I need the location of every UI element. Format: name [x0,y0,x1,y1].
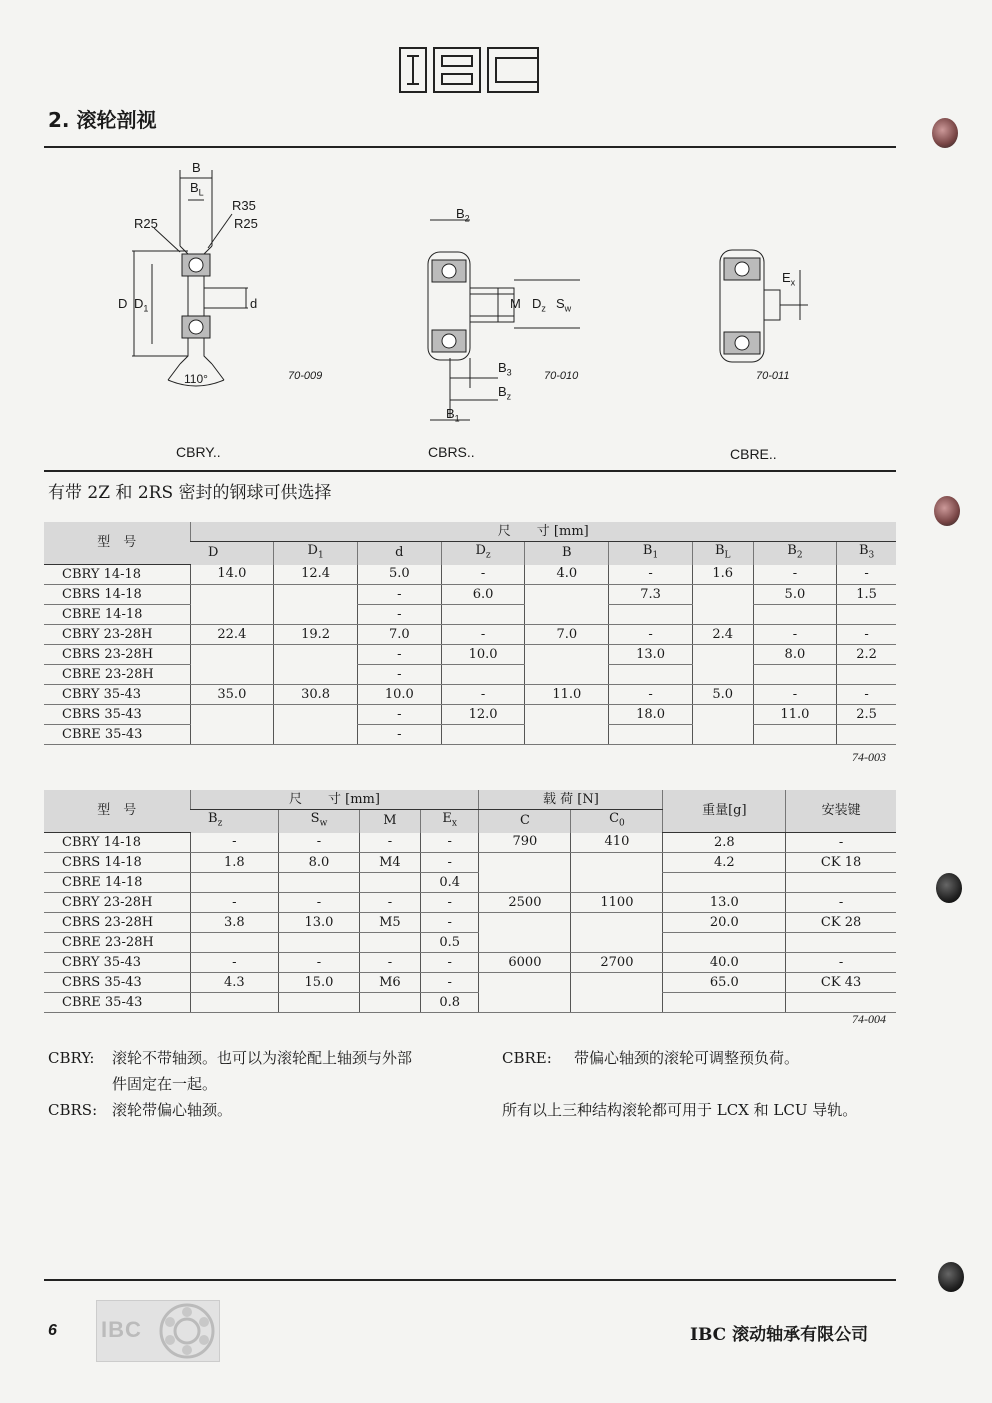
punch-hole [934,496,960,526]
table-row [44,833,896,853]
table-cell: - [190,893,279,913]
column-header-d: d [357,542,441,565]
table-row [44,565,896,585]
table-cell: 790 [479,833,571,853]
table-cell: 11.0 [753,705,837,725]
table-cell: - [837,625,896,645]
table-row [44,993,896,1013]
table-cell [663,873,786,893]
table-cell: M5 [359,913,420,933]
table-cell [190,705,274,725]
table-cell: 30.8 [274,685,358,705]
table-cell: 1.8 [190,853,279,873]
table-cell [692,705,753,725]
table-cell [571,913,663,933]
table-cell [190,993,279,1013]
table-cell: 11.0 [525,685,609,705]
label-r25-right: R25 [234,216,258,231]
table-cell: 12.4 [274,565,358,585]
cbry-drawing [108,156,348,396]
table-cell: M4 [359,853,420,873]
figure-code: 70-010 [544,370,579,382]
table-cell: 13.0 [609,645,693,665]
table-cell: 22.4 [190,625,274,645]
column-header-c: C [479,810,571,833]
table-cell: 7.3 [609,585,693,605]
note-cbrs-text: 滚轮带偏心轴颈。 [112,1101,233,1119]
company-name: IBC 滚动轴承有限公司 [690,1325,869,1345]
table-cell [274,605,358,625]
column-header-d1: $D_1$ [274,542,358,565]
figure-code: 70-009 [288,370,323,382]
figure-code: 70-011 [756,370,790,382]
label-b: B [192,160,201,175]
table-cell: 0.5 [420,933,479,953]
table-cell [279,993,360,1013]
section-title: 2. 滚轮剖视 [48,108,157,132]
model-cell: CBRY 14-18 [44,565,190,585]
table-cell: 3.8 [190,913,279,933]
model-cell: CBRY 23-28H [44,625,190,645]
table-row [44,953,896,973]
label-sw: $S_w$ [556,296,572,314]
label-b2: $B_2$ [456,206,470,224]
table-cell [479,873,571,893]
table-cell [571,973,663,993]
table-cell [479,853,571,873]
table-cell [837,605,896,625]
table-cell: - [786,893,896,913]
table-cell [190,725,274,745]
table-cell [786,873,896,893]
section-divider [44,470,896,472]
table-row [44,933,896,953]
table-cell: - [357,725,441,745]
cbre-drawing [712,244,812,374]
table-row [44,853,896,873]
table-cell: 1.6 [692,565,753,585]
table-cell: - [420,853,479,873]
table-cell: 10.0 [357,685,441,705]
table-cell: - [279,893,360,913]
note-cbry-label: CBRY: [48,1049,95,1067]
table-cell: - [837,565,896,585]
column-header-m: M [359,810,420,833]
note-cbre-label: CBRE: [502,1049,552,1067]
table-cell [609,665,693,685]
table-cell: 12.0 [441,705,525,725]
table-cell: - [357,585,441,605]
table-cell [753,665,837,685]
table-cell: 15.0 [279,973,360,993]
key-header: 安装键 [786,790,896,833]
model-cell: CBRS 35-43 [44,705,190,725]
table-cell [525,585,609,605]
dimension-table-1 [44,522,896,745]
table-cell [441,605,525,625]
table-row [44,625,896,645]
table-cell: - [279,953,360,973]
table-cell [609,605,693,625]
table-cell: 35.0 [190,685,274,705]
table-row [44,973,896,993]
table-cell [753,725,837,745]
load-group-header: 载 荷 [N] [479,790,663,810]
footer-logo [96,1300,220,1362]
table-cell: 4.2 [663,853,786,873]
model-cell: CBRS 35-43 [44,973,190,993]
table-cell: 13.0 [663,893,786,913]
label-r25-left: R25 [134,216,158,231]
label-d-outer: D [118,296,128,311]
table-cell [786,993,896,1013]
table-cell: 18.0 [609,705,693,725]
footer-logo-text: IBC [101,1317,142,1342]
table-cell: - [753,625,837,645]
note-cbrs-label: CBRS: [48,1101,98,1119]
table-cell [571,873,663,893]
model-header: 型 号 [44,790,190,833]
model-cell: CBRY 14-18 [44,833,190,853]
table-cell [274,665,358,685]
table-cell [279,873,360,893]
table-cell [441,665,525,685]
table-cell [190,585,274,605]
table-cell [663,933,786,953]
label-m: M [510,296,521,311]
bearing-icon [159,1303,215,1359]
table-cell [190,873,279,893]
table-cell: - [420,953,479,973]
table-cell: - [420,893,479,913]
table-cell [692,605,753,625]
table-cell [359,933,420,953]
table-cell: - [279,833,360,853]
table-cell [571,993,663,1013]
model-cell: CBRS 14-18 [44,585,190,605]
table-cell: - [357,665,441,685]
table-cell: - [359,893,420,913]
note-cbry-text-cont: 件固定在一起。 [112,1075,218,1093]
table-cell: - [190,833,279,853]
table-cell: 2.2 [837,645,896,665]
model-cell: CBRE 35-43 [44,725,190,745]
model-cell: CBRE 35-43 [44,993,190,1013]
table-row [44,645,896,665]
table-cell: 8.0 [753,645,837,665]
table-code: 74-003 [852,750,886,764]
table-cell: - [753,685,837,705]
seal-option-note: 有带 2Z 和 2RS 密封的钢球可供选择 [48,483,332,503]
table-row [44,893,896,913]
label-ex: $E_x$ [782,270,796,288]
model-cell: CBRE 23-28H [44,933,190,953]
table-row [44,605,896,625]
punch-hole [936,873,962,903]
table-cell: 5.0 [692,685,753,705]
table-cell: - [786,953,896,973]
table-cell: - [420,913,479,933]
table-cell [837,725,896,745]
table-cell: 410 [571,833,663,853]
figure-name: CBRE.. [730,446,777,462]
table-cell [479,993,571,1013]
model-cell: CBRY 23-28H [44,893,190,913]
table-cell [692,585,753,605]
table-cell [274,725,358,745]
table-cell: - [357,645,441,665]
punch-hole [932,118,958,148]
table-cell: 20.0 [663,913,786,933]
table-cell: 4.0 [525,565,609,585]
table-cell: - [609,685,693,705]
table-cell [274,585,358,605]
table-cell: - [190,953,279,973]
column-header-c0: $C_0$ [571,810,663,833]
table-row [44,685,896,705]
table-cell: 2.4 [692,625,753,645]
column-header-b: B [525,542,609,565]
table-cell: 0.4 [420,873,479,893]
table-cell: 2.5 [837,705,896,725]
model-cell: CBRS 14-18 [44,853,190,873]
model-cell: CBRY 35-43 [44,685,190,705]
table-cell: 2.8 [663,833,786,853]
table-cell [692,665,753,685]
table-cell: 1.5 [837,585,896,605]
column-header-d: D [190,542,274,565]
dimension-group-header: 尺 寸 [mm] [190,522,896,542]
table-cell [663,993,786,1013]
table-cell [441,725,525,745]
label-d1: $D_1$ [134,296,149,314]
table-cell [274,705,358,725]
table-cell: 8.0 [279,853,360,873]
table-cell: - [753,565,837,585]
table-cell: 5.0 [753,585,837,605]
table-cell: 14.0 [190,565,274,585]
table-cell: - [441,625,525,645]
label-b1: $B_1$ [446,406,460,424]
table-cell [525,605,609,625]
table-cell [274,645,358,665]
figure-name: CBRY.. [176,444,221,460]
table-cell: 13.0 [279,913,360,933]
table-cell [190,933,279,953]
column-header-b1: $B_1$ [609,542,693,565]
table-cell: - [441,565,525,585]
table-cell: 1100 [571,893,663,913]
figure-name: CBRS.. [428,444,475,460]
table-cell: - [609,625,693,645]
label-b3: $B_3$ [498,360,512,378]
table-cell: M6 [359,973,420,993]
table-cell: CK 18 [786,853,896,873]
model-cell: CBRE 23-28H [44,665,190,685]
table-cell: 40.0 [663,953,786,973]
table-cell [609,725,693,745]
model-header: 型 号 [44,522,190,565]
table-cell: 7.0 [357,625,441,645]
table-row [44,873,896,893]
table-cell [479,913,571,933]
table-cell [692,645,753,665]
table-cell [359,993,420,1013]
note-all-rails: 所有以上三种结构滚轮都可用于 LCX 和 LCU 导轨。 [502,1101,858,1119]
table-cell [525,645,609,665]
table-cell [525,665,609,685]
dimension-table-2 [44,790,896,1013]
table-cell [525,705,609,725]
column-header-bl: $B_L$ [692,542,753,565]
weight-header: 重量[g] [663,790,786,833]
column-header-dz: $D_z$ [441,542,525,565]
table-row [44,705,896,725]
table-cell: 2500 [479,893,571,913]
table-row [44,665,896,685]
table-cell [692,725,753,745]
model-cell: CBRS 23-28H [44,645,190,665]
table-cell: 2700 [571,953,663,973]
model-cell: CBRY 35-43 [44,953,190,973]
label-angle: 110° [184,372,208,386]
table-cell: CK 43 [786,973,896,993]
model-cell: CBRE 14-18 [44,873,190,893]
table-cell [479,973,571,993]
table-cell: 6.0 [441,585,525,605]
table-cell [525,725,609,745]
table-cell: - [359,833,420,853]
table-cell: - [359,953,420,973]
note-cbre-text: 带偏心轴颈的滚轮可调整预负荷。 [574,1049,800,1067]
model-cell: CBRS 23-28H [44,913,190,933]
label-bz: $B_z$ [498,384,512,402]
table-cell: - [837,685,896,705]
column-header-b2: $B_2$ [753,542,837,565]
table-cell: 5.0 [357,565,441,585]
table-cell [753,605,837,625]
dimension-group-header: 尺 寸 [mm] [190,790,479,810]
table-cell: - [420,973,479,993]
table-code: 74-004 [852,1012,886,1026]
page-number: 6 [48,1322,57,1339]
punch-hole [938,1262,964,1292]
label-dz: $D_z$ [532,296,546,314]
note-cbry-text: 滚轮不带轴颈。也可以为滚轮配上轴颈与外部 [112,1049,413,1067]
header-divider [44,146,896,148]
table-cell: 10.0 [441,645,525,665]
table-row [44,585,896,605]
label-bl: $B_L$ [190,180,204,198]
table-cell [479,933,571,953]
column-header-bz: $B_z$ [190,810,279,833]
table-cell [190,605,274,625]
table-cell: 19.2 [274,625,358,645]
table-cell: CK 28 [786,913,896,933]
table-cell: - [357,705,441,725]
table-cell: 0.8 [420,993,479,1013]
table-cell [837,665,896,685]
table-cell [571,853,663,873]
table-cell: - [420,833,479,853]
table-cell [359,873,420,893]
table-cell [190,665,274,685]
label-d-bore: d [250,296,258,311]
table-cell: 7.0 [525,625,609,645]
column-header-sw: $S_w$ [279,810,360,833]
table-cell: - [357,605,441,625]
table-cell: - [609,565,693,585]
table-row [44,913,896,933]
column-header-b3: $B_3$ [837,542,896,565]
table-cell: - [441,685,525,705]
table-cell [190,645,274,665]
label-r35: R35 [232,198,256,213]
table-cell: - [786,833,896,853]
table-cell [571,933,663,953]
ibc-logo [398,46,540,94]
table-cell: 65.0 [663,973,786,993]
table-cell [279,933,360,953]
model-cell: CBRE 14-18 [44,605,190,625]
table-cell [786,933,896,953]
table-cell: 6000 [479,953,571,973]
table-row [44,725,896,745]
footer-divider [44,1279,896,1281]
table-cell: 4.3 [190,973,279,993]
column-header-ex: $E_x$ [420,810,479,833]
